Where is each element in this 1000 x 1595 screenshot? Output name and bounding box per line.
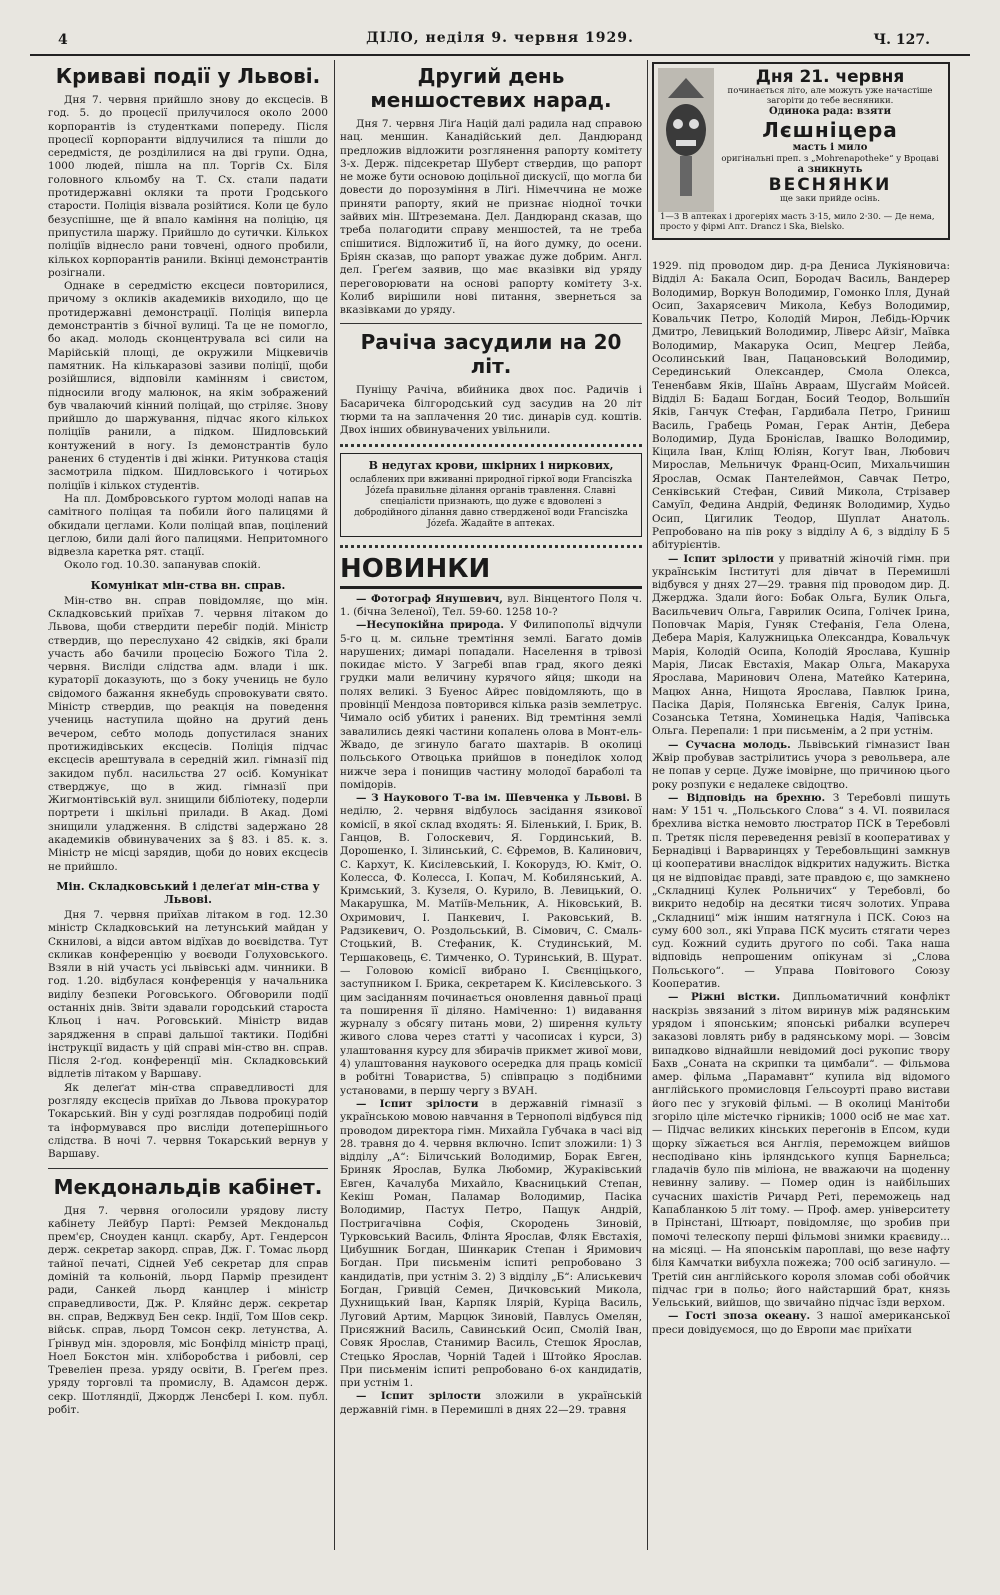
news-item: — Фотограф Янушевич, вул. Вінцентого Поля ч. 1. (бічна Зеленої), Тел. 59-60. 1258 10-? xyxy=(340,592,642,618)
headline-racic: Рачіча засудили на 20 літ. xyxy=(360,330,622,379)
ad-line: масть і мило xyxy=(792,142,868,153)
article-paragraph: 1929. під проводом дир. д-ра Дениса Лукіяновича: Відділ А: Бакала Осип, Бородач Василь, Вандерер Володимир, Воркун Володимир, Гомонко Ілля, Дунай Осип, Захарясевич Микола, Кебуз Володимир, Ковальчик Петро, Колодій Мирон, Лебідь-Юрчик Дмитро, Левицький Володимир, Ліверс Айзіґ, Маївка Володимир, Макарука Осип, Мецгер Лейба, Осолинський Іван, Пацановський Володимир, Серединський Олександер, Смола Олекса, Тененбавм Яків, Шаїнь Авраам, Шусгайм Мойсей. Відділ Б: Бадаш Богдан, Босий Теодор, Вольшиїн Яків, Ганчук Стефан, Гардибала Петро, Гриниш Василь, Грабець Роман, Герак Антін, Дебера Володимир, Дуда Броніслав, Івашко Володимир, Кіцила Іван, Кліщ Юліян, Когут Іван, Любович Мирослав, Мельничук Франц-Осип, Михальчишин Ярослав, Осмак Пантелеймон, Савчак Петро, Сенківський Стефан, Сивий Микола, Стрізавер Самуїл, Федина Андрій, Фединяк Володимир, Худьо Осип, Цигилик Теодор, Шуплат Анатоль. Репробовано на пів року з відділу А 6, з відділу Б 5 абітурієнтів. xyxy=(652,260,950,552)
ad-line: починається літо, але можуть уже начастіше загоріти до тебе весняники. xyxy=(727,86,933,106)
ad-date: Дня 21. червня xyxy=(755,67,905,87)
ad-footer: 1—3 В аптеках і дрогеріях масть 3·15, мило 2·30. — Де нема, просто у фірмі Апт. Drancz i Ska, Bielsko. xyxy=(660,212,935,232)
ad-heading: В недугах крови, шкірних і ниркових, xyxy=(368,458,614,472)
ad-body: ослаблених при вживанні природної гіркої води Franciszka Józefa правильне ділання органів травлення. Славні спеціалісти признають, що дуже є вдоволені з добродійного ділання давно ствердженої води Franciszka Józefa. Жадайте в аптеках. xyxy=(349,474,633,529)
subheading-minister: Мін. Складковський і делеґат мін-ства у Львові. xyxy=(56,879,320,906)
article-paragraph: Як делеґат мін-ства справедливості для розгляду ексцесів приїхав до Львова прокуратор Токарський. Він у суді розглядав подробиці подій та інформувався про висліди дотеперішнього слідства. В ночі 7. червня Токарський вернув у Варшаву. xyxy=(48,1081,328,1161)
column-3 xyxy=(652,260,950,1550)
article-paragraph: Пуніщу Рачіча, вбийника двох пос. Радичів і Басаричека білгородський суд засудив на 20 літ тюрми та на заплачення 20 тис. динарів суд. коштів. Двох інших обвинувачених увільнили. xyxy=(340,384,642,437)
advertisement-leschnitzer xyxy=(652,62,950,240)
headline-macdonald-cabinet: Мекдональдів кабінет. xyxy=(53,1174,323,1199)
news-item: — Гості зпоза океану. З нашої американської преси довідуємося, що до Европи має приїхати xyxy=(652,1310,950,1336)
column-rule xyxy=(334,60,335,1550)
column-2 xyxy=(340,60,642,1550)
section-title-news: НОВИНКИ xyxy=(340,554,642,589)
masthead xyxy=(30,28,970,56)
headline-minorities: Другий день меншостевих нарад. xyxy=(370,64,612,112)
article-paragraph: Дня 7. червня оголосили урядову листу кабінету Лейбур Парті: Ремзей Мекдональд прем'єр, Сноуден канцл. скарбу, Арт. Гендерсон держ. секретар закорд. справ, Дж. Г. Томас льорд тайної печаті, Сідней Уеб секретар для справ доміній та кольоній, льорд Пармір президент ради, Санкей льорд канцлер і міністр справедливости, Дж. Р. Кляйнс держ. секретар вн. справ, Веджвуд Бен секр. Індії, Том Шов секр. військ. справ, льорд Томсон секр. летунства, А. Ґрінвуд мін. здоровля, міс Бонфілд міністр праці, Ноел Бокстон мін. хліборобства і рибовлі, сер Тревеліен преза. уряду освіти, В. Ґреґем през. уряду торговлі та промислу, В. Адамсон держ. секр. Шотляндії, Джордж Ленсбері І. ком. публ. робіт. xyxy=(48,1204,328,1417)
news-item: —Несупокійна природа. У Филипопольї відчули 5-го ц. м. сильне тремтіння землі. Багато домів нарушених; димарі попадали. Населення в трівозі покидає місто. У Загребі впав град, якого деякі грудки мали величину курячого яйця; шкоди на полях великі. З Буенос Айрес повідомляють, що в провінції Мендоза повторився кілька разів землетрус. Чимало осіб убитих і ранених. Від тремтіння землі завалились деякі частини копалень олова в Монт-ель-Жвадо, де згинуло багато шахтарів. В околиці польського Отвоцька прийшов в понеділок холод нижче зера і понищив частину молодої бараболі та помідорів. xyxy=(340,619,642,791)
article-paragraph: Дня 7. червня Ліґа Націй далі радила над справою нац. меншин. Канадійський дел. Дандюранд предложив відложити розглянення рапорту комітету 3-х. Держ. підсекретар Шуберт ствердив, що рапорт не може бути основою доцільної дискусії, що могла би довести до порозуміння в Ліґі. Німеччина не може приняти рапорту, який не признає ніодної точки зайвих мін. Штреземана. Дел. Дандюранд сказав, що треба полагодити справу меншостей, та не треба спішитися. Відложитиб її, на його думку, до осени. Бріян сказав, що рапорт уважає дуже добрим. Англ. дел. Ґреґем заявив, що має вказівки від уряду переговорювати на основі рапорту комітету 3-х. Колиб вирішили нові питання, звернеться за вказівками до уряду. xyxy=(340,118,642,317)
ad-line: оригінальні преп. з „Mohrenapotheke“ у Вроцаві xyxy=(721,154,939,164)
newspaper-title: ДІЛО, неділя 9. червня 1929. xyxy=(366,30,634,46)
ad-line: ВЕСНЯНКИ xyxy=(768,175,892,195)
column-rule xyxy=(647,60,648,1550)
divider xyxy=(340,323,642,324)
news-item: — Ріжні вістки. Дипльоматичний конфлікт наскрізь звязаний з літом виринув між радянським урядом і японським; японські рибалки всупереч заказові ловлять рибу в радянському морі. — Зовсім випадково віднайшли невідомий досі рукопис твору Бахв „Соната на скрипки та цимбали“. — Фільмова амер. фільма „Парамавнт“ купила від відомого англійського промисловця Ґельсоурті право вистави його пес у згуковій фільмі. — В околиці Манітоби згоріло ціле містечко гірників; 1000 осіб не має хат. — Підчас великих кінських перегонів в Епсом, куди щорку зїжається вся Англія, переможцем вийшов несподівано кінь ірляндського купця Барнельса; гладачів було пів міліона, не вважаючи на щоденну невинну заливу. — Помер один із найбільших сучасних шахістів Ричард Реті, переможець над Капабланкою 5 літ тому. — Проф. амер. університету в Прінстані, Штюарт, повідомляє, що зробив при помочі телескопу перші фільмові знимки краєвиду... на місяці. — На японськім пароплаві, що везе нафту біля Камчатки вибухла пожежа; 700 осіб загинуло. — Третій син англійського короля зломав собі обойчик підчас гри в польо; його найстарший брат, князь Уельський, вийшов, що звичайно підчас їзди верхом. xyxy=(652,991,950,1310)
advertisement-franz-josef xyxy=(340,453,642,537)
news-item: — Відповідь на брехню. З Теребовлі пишуть нам: У 151 ч. „Польського Слова“ з 4. VI. появилася брехлива вістка немовто люстратор ПСК в Теребовлі п. Третяк після переведення ревізії в кооперативах у Бернадівці і Варваринцях у Теребовльщині замкнув ці кооперативи внаслідок відкритих надужить. Вістка ця не відповідає правді, зате правдою є, що замкнено „Складниці Кулек Рольничих“ у Теребовлі, бо викрито недобір на десятки тисяч золотих. Управа „Складниці“ між іншим натягнула і ПСК. Союз на суму 600 зол., які Управа ПСК мусить стягати через суд. Кожний судить другого по собі. Така наша відповідь непрошеним опікунам зі „Слова Польського“. — Управа Повітового Союзу Кооператив. xyxy=(652,791,950,991)
ad-brand: Лєшніцера xyxy=(762,118,898,142)
article-paragraph: Однаке в середмістю ексцеси повторилися, причому з окликів академиків виходило, що це протидержавні демонстрації. Поліція виперла демонстрантів з бічної вулиці. Та це не помогло, бо акад. молодь сконцентрувала всі сили на Марійській площі, де окружили Міцкевичів памятник. На кількаразові зазиви поліції, щоби розійшлися, відповіли камінням і свистом, підносили вгоду малюнок, на якім зображений був чвалаючий кінний поліцай, що стріляє. Знову прийшло до шаржування, підчас якого кількох поліціїв ранили, а підком. Шидловський контужений в ногу. Із демонстрантів було ранених 6 студентів і дві жінки. Ритункова стація засмотрила підком. Шидловського і чотирьох поліціїв і кількох студентів. xyxy=(48,280,328,492)
divider xyxy=(48,1168,328,1169)
ad-line: Одинока рада: взяти xyxy=(768,106,892,117)
page-number: 4 xyxy=(58,32,68,48)
subheading-communique: Комунікат мін-ства вн. справ. xyxy=(90,578,286,592)
article-paragraph: Дня 7. червня прийшло знову до ексцесів. В год. 5. до процесії прилучилося около 2000 корпорантів із студентками попереду. Після процесії корпоранти відлучилися та пішли до середмістя, де розділилися на дві групи. Одна, 1000 людей, пішла на пл. Торгів Сх. Біля головного кльомбу на Т. Сх. стали падати протидержавні окляки та проти Гродського старости. Поліція візвала розійтися. Коли це було безуспішне, ще й впало каміння на поліцію, ця припустила шаржу. Прийшло до сутички. Кількох поліціїв віднесло рани товчені, одного пробили, кількох корпорантів ранили. Вкінці демонстрантів розігнали. xyxy=(48,94,328,279)
ad-line: ще заки прийде осінь. xyxy=(779,194,880,204)
mask-illustration-icon xyxy=(658,68,714,212)
column-1 xyxy=(48,60,328,1550)
ornament-rule xyxy=(340,545,642,548)
ad-line: а зникнуть xyxy=(797,164,863,175)
article-paragraph: Мін-ство вн. справ повідомляє, що мін. Складковський приїхав 7. червня літаком до Львова, щоби ствердити перебіг подій. Міністр ствердив, що переслухано 42 свідків, які брали участь або бачили процесію Божого Тіла 2. червня. Висліди слідства адм. влади і шк. кураторії доказують, що з боку учениць не було свідомого бажання якнебудь спровокувати свято. Міністр ствердив, що реакція на поведення учениць наступила щойно на другий день вечером, себто молодь допустилася знаних протижидівських ексцесів. Поліція підчас ексцесів арештувала в середній жил. гімназії під закидом публ. насильства 27 осіб. Комунікат стверджує, що в жид. гімназії при Жигмонтівській вул. знищили бібліотеку, подерли портрети і шкільні прилади. В Акад. Домі знищили уладження. В слідстві задержано 28 академиків обвинувачених за § 83. і 85. к. з. Міністр не місці зарядив, щоби до нових ексцесів не прийшло. xyxy=(48,594,328,873)
news-item: — Іспит зрілости у приватній жіночій гімн. при українськім Інституті для дівчат в Перемишлі відбувся у днях 27—29. травня під проводом дир. Д. Джерджа. Здали його: Бобак Ольга, Булик Ольга, Васильчевич Ольга, Гаврилик Осипа, Голічек Ірина, Поповчак Марія, Гуняк Стефанія, Гела Олена, Дебера Марія, Калужницька Олександра, Ковальчук Марія, Колодій Осипа, Колодій Ярослава, Кушнір Марія, Лисак Евстахія, Макар Ольга, Макаруха Ярослава, Маринович Олена, Матейко Катерина, Мацюх Анна, Нищота Ярослава, Павлюк Ірина, Пасіка Дарія, Полянська Евгенія, Салук Ірина, Созанська Тетяна, Хоминецька Надія, Чапівська Ольга. Перепали: 1 при письменім, а 2 при устнім. xyxy=(652,552,950,738)
news-item: — З Наукового Т-ва ім. Шевченка у Львові. В неділю, 2. червня відбулось засідання язикової комісії, в якої склад входять: Я. Біленький, І. Брик, В. Ганцов, В. Голоскевич, Я. Гординський, В. Дорошенко, І. Зілинський, С. Єфремов, В. Калинович, С. Кархут, К. Кисілевський, І. Кокорудз, Ю. Кміт, О. Колесса, Ф. Колесса, І. Копач, М. Кобилянський, А. Кримський, З. Кузеля, О. Курило, В. Левицький, О. Макарушка, М. Матіїв-Мельник, А. Ніковський, В. Охримович, І. Панкевич, І. Раковський, В. Радзикевич, О. Роздольський, В. Сімович, С. Смаль-Стоцький, В. Стефаник, К. Студинський, М. Тершаковець, Є. Тимченко, О. Туринський, В. Щурат. — Головою комісії вибрано І. Свєнціцького, заступником І. Брика, секретарем К. Кисілевського. З цим засіданням починається оновлення давньої праці та поширення її діляно. Наміченно: 1) видавання журналу з обсягу питань мови, 2) ширення культу живого слова через статті у часописах і курси, 3) улаштовання курсу для збирачів прикмет живої мови, 4) улаштовання наукового осередка для праць комісії в робітні Товариства, 5) співпрацю з подібними установами, в першу чергу з ВУАН. xyxy=(340,792,642,1097)
article-paragraph: Около год. 10.30. запанував спокій. xyxy=(64,559,261,572)
issue-number: Ч. 127. xyxy=(873,32,930,48)
news-item: — Сучасна молодь. Львівський гімназист Іван Жвір пробував застрілитись учора з револьвера, але не попав у серце. Дуже імовірне, що причиною цього року розпуки є недалеке свідоцтво. xyxy=(652,738,950,791)
article-paragraph: Дня 7. червня приїхав літаком в год. 12.30 міністр Складковський на летунський майдан у Скнилові, а відси автом відїхав до воєвідства. Тут скликав конференцію у воєводи Голуховського. Взяли в ній участь усі львівські адм. чинники. В год. 1.20. відбулася конференція у начальника виділу безпеки Роговського. Обговорили події останніх днів. Звіти здавали городський староста Кльоц і нач. Роговський. Міністр видав зарядження в справі дальшої тактики. Подібні інструкції видасть у цій справі мін-ство вн. справ. Після 2-ґод. конференції мін. Складковський відлетів літаком у Варшаву. xyxy=(48,908,328,1081)
news-item: — Іспит зрілости в державній гімназії з українською мовою навчання в Тернополі відбувся під проводом директора гімн. Михайла Губчака в часі від 28. травня до 4. червня включно. Іспит зложили: 1) З відділу „А“: Біличський Володимир, Борак Евген, Бриняк Ярослав, Булка Любомир, Жураківський Евген, Качалуба Михайло, Квасницький Степан, Кекіш Роман, Паламар Володимир, Пасіка Володимир, Пастух Петро, Пащук Андрій, Постригачівна Софія, Скородень Зиновій, Турковський Василь, Флінта Ярослав, Фляк Евстахія, Цибушник Богдан, Шинкарик Степан і Яримович Богдан. При письменім іспиті репробовано 3 кандидатів, при устнім 3. 2) З відділу „Б“: Алиськевич Богдан, Гривцій Семен, Дичковський Микола, Духнищький Іван, Карпяк Ілярій, Куріца Василь, Луговий Артим, Марцюк Зиновій, Павлусь Омелян, Присяжний Василь, Савинський Осип, Смолій Іван, Совяк Ярослав, Станимир Василь, Стешок Ярослав, Стецько Ярослав, Чорній Тадей і Штойко Ярослав. При письменім іспиті репробовано 6-ох кандидатів, при устнім 1. xyxy=(340,1097,642,1390)
ornament-rule xyxy=(340,444,642,447)
headline-lviv-events: Криваві події у Львові. xyxy=(55,64,321,88)
news-item: — Іспит зрілости зложили в українській державній гімн. в Перемишлі в днях 22—29. травня xyxy=(340,1390,642,1416)
article-paragraph: На пл. Домбровського гуртом молоді напав на самітного поліцая та побили його палицями й обкидали цеглами. Коли поліцай впав, поцілений цеглою, били далі його палицями. Непритомного відвезла каретка рят. стації. xyxy=(48,492,328,559)
